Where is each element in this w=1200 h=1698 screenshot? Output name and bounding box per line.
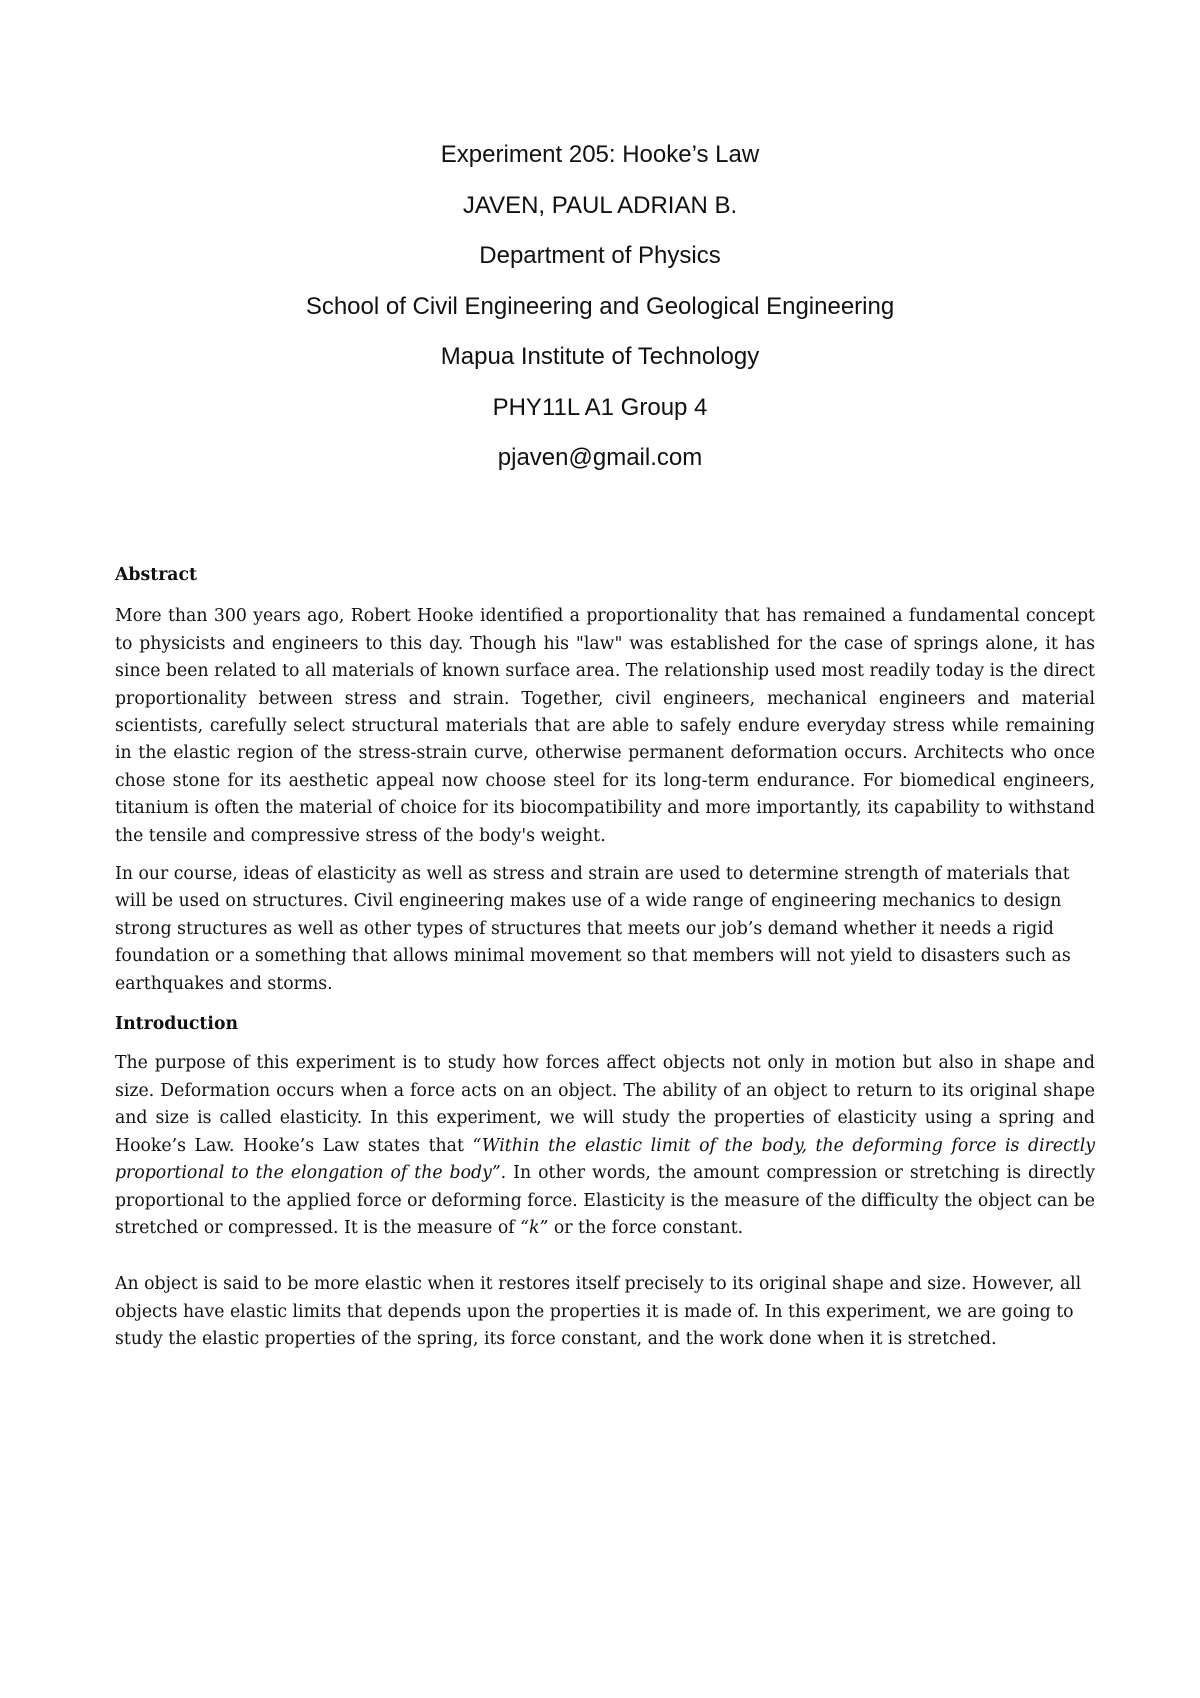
document-title: Experiment 205: Hooke’s Law — [440, 141, 760, 168]
introduction-paragraph-2: An object is said to be more elastic when it restores itself precisely to its original shape and size. However, all objects have elastic limits that depends upon the properties it is made of. In this experiment, we are going to study the elastic properties of the spring, its force constant, and the work done when it is stretched. — [115, 1274, 1082, 1350]
intro-text-part-3: or the force constant. — [548, 1217, 744, 1238]
introduction-heading: Introduction — [115, 1014, 239, 1035]
school: School of Civil Engineering and Geological Engineering — [305, 292, 895, 320]
title-block — [0, 140, 1200, 494]
abstract-paragraph-2: In our course, ideas of elasticity as well as stress and strain are used to determine strength of materials that will be used on structures. Civil engineering makes use of a wide range of engineering mechanics to design strong structures as well as other types of structures that meets our job’s demand whether it needs a rigid foundation or a something that allows minimal movement so that members will not yield to disasters such as earthquakes and storms. — [115, 864, 1071, 994]
force-constant-symbol: “k” — [520, 1217, 549, 1238]
intro-text-part-2: In other words, the amount compression or stretching is directly proportional to the applied force or deforming force. Elasticity is the measure of the difficulty the object can be stretched or compressed. It is the measure of — [115, 1163, 1095, 1238]
department: Department of Physics — [479, 242, 721, 269]
author-name: JAVEN, PAUL ADRIAN B. — [462, 191, 738, 219]
intro-text-part-1: The purpose of this experiment is to study how forces affect objects not only in motion but also in shape and size. Deformation occurs when a force acts on an object. The ability of an object to return to its original shape and size is called elasticity. In this experiment, we will study the properties of elasticity using a spring and Hooke’s Law. Hooke’s Law states that — [115, 1053, 1095, 1156]
course-group: PHY11L A1 Group 4 — [492, 393, 708, 421]
institute: Mapua Institute of Technology — [440, 343, 760, 370]
introduction-paragraph-1 — [115, 1050, 1095, 1242]
abstract-paragraph-1: More than 300 years ago, Robert Hooke identified a proportionality that has remained a fundamental concept to physicists and engineers to this day. Though his "law" was established for the case of springs alone, it has since been related to all materials of known surface area. The relationship used most readily today is the direct proportionality between stress and strain. Together, civil engineers, mechanical engineers and material scientists, carefully select structural materials that are able to safely endure everyday stress while remaining in the elastic region of the stress-strain curve, otherwise permanent deformation occurs. Architects who once chose stone for its aesthetic appeal now choose steel for its long-term endurance. For biomedical engineers, titanium is often the material of choice for its biocompatibility and more importantly, its capability to withstand the tensile and compressive stress of the body's weight. — [115, 606, 1095, 846]
document-body — [115, 562, 1095, 1354]
abstract-heading: Abstract — [115, 565, 198, 585]
hookes-law-quote: “Within the elastic limit of the body, the deforming force is directly proportional to the elongation of the body”. — [115, 1135, 1095, 1184]
email: pjaven@gmail.com — [497, 444, 703, 471]
